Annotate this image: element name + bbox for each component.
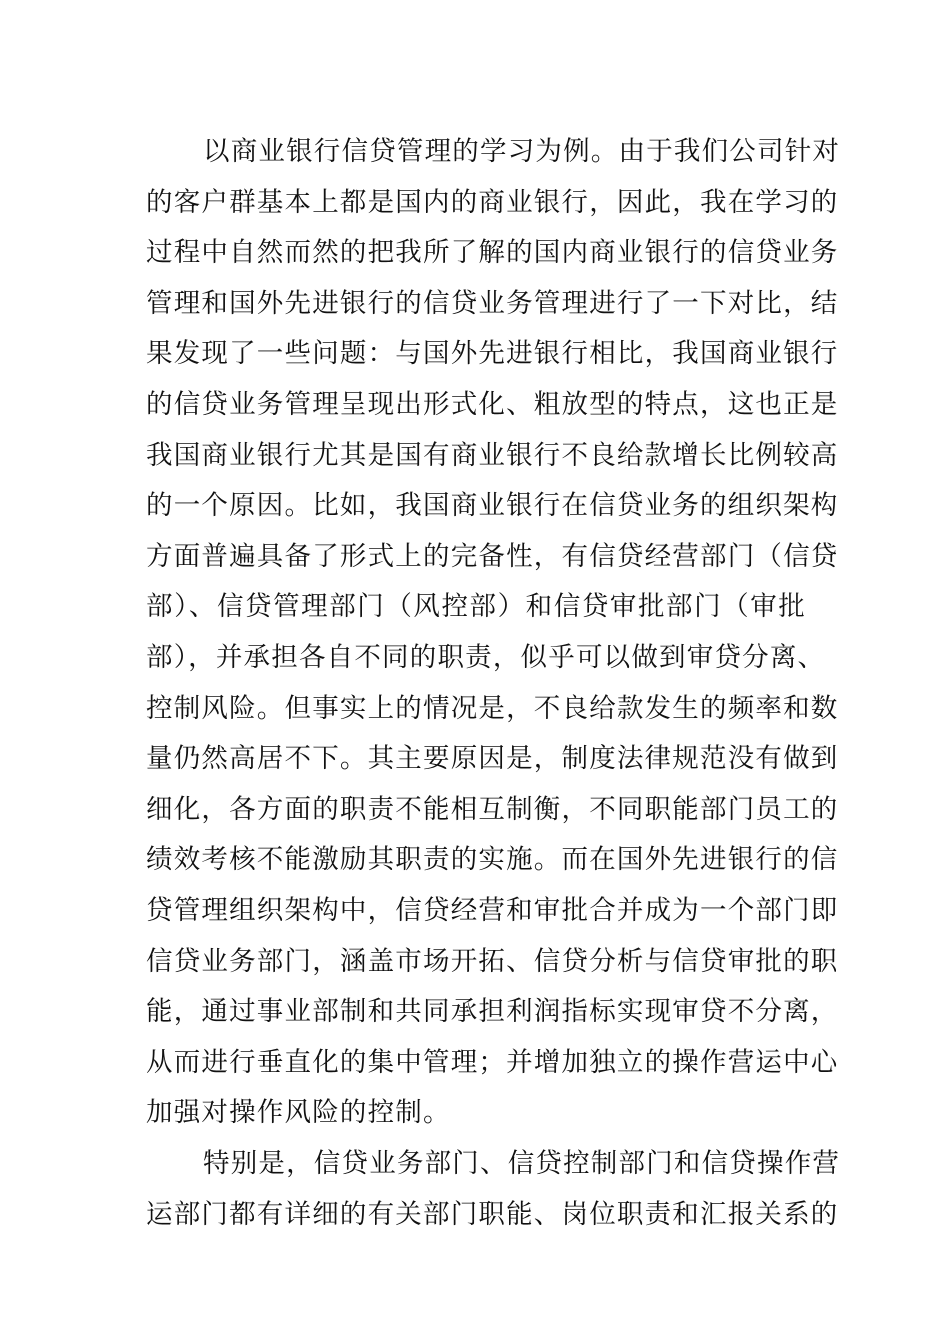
paragraph-1-line-13: 量仍然高居不下。其主要原因是，制度法律规范没有做到 <box>146 743 839 775</box>
paragraph-1-line-10: 部）、信贷管理部门（风控部）和信贷审批部门（审批 <box>146 591 806 623</box>
paragraph-1-line-7: 我国商业银行尤其是国有商业银行不良给款增长比例较高 <box>146 439 839 471</box>
paragraph-1-line-6: 的信贷业务管理呈现出形式化、粗放型的特点，这也正是 <box>146 389 839 420</box>
paragraph-1-line-19: 从而进行垂直化的集中管理；并增加独立的操作营运中心 <box>146 1046 839 1078</box>
paragraph-1-line-3: 过程中自然而然的把我所了解的国内商业银行的信贷业务 <box>146 237 839 269</box>
paragraph-1-line-14: 细化，各方面的职责不能相互制衡，不同职能部门员工的 <box>146 793 839 825</box>
paragraph-1-line-15: 绩效考核不能激励其职责的实施。而在国外先进银行的信 <box>146 844 839 876</box>
paragraph-1-line-18: 能，通过事业部制和共同承担利润指标实现审贷不分离， <box>146 996 839 1028</box>
paragraph-1-line-9: 方面普遍具备了形式上的完备性，有信贷经营部门（信贷 <box>146 540 839 572</box>
paragraph-1-line-16: 贷管理组织架构中，信贷经营和审批合并成为一个部门即 <box>146 895 839 926</box>
paragraph-1-line-12: 控制风险。但事实上的情况是，不良给款发生的频率和数 <box>146 692 839 724</box>
paragraph-1-line-17: 信贷业务部门，涵盖市场开拓、信贷分析与信贷审批的职 <box>146 945 839 977</box>
paragraph-1-line-11: 部），并承担各自不同的职责，似乎可以做到审贷分离、 <box>146 642 826 673</box>
paragraph-1-line-20: 加强对操作风险的控制。 <box>146 1097 451 1129</box>
paragraph-1-line-8: 的一个原因。比如，我国商业银行在信贷业务的组织架构 <box>146 490 839 522</box>
paragraph-1-line-2: 的客户群基本上都是国内的商业银行，因此，我在学习的 <box>146 186 839 218</box>
paragraph-1-line-5: 果发现了一些问题：与国外先进银行相比，我国商业银行 <box>146 338 839 370</box>
paragraph-2-line-2: 运部门都有详细的有关部门职能、岗位职责和汇报关系的 <box>146 1198 839 1230</box>
paragraph-2-line-1: 特别是，信贷业务部门、信贷控制部门和信贷操作营 <box>203 1148 841 1179</box>
paragraph-1-line-1: 以商业银行信贷管理的学习为例。由于我们公司针对 <box>203 136 841 167</box>
paragraph-1-line-4: 管理和国外先进银行的信贷业务管理进行了一下对比，结 <box>146 287 839 319</box>
